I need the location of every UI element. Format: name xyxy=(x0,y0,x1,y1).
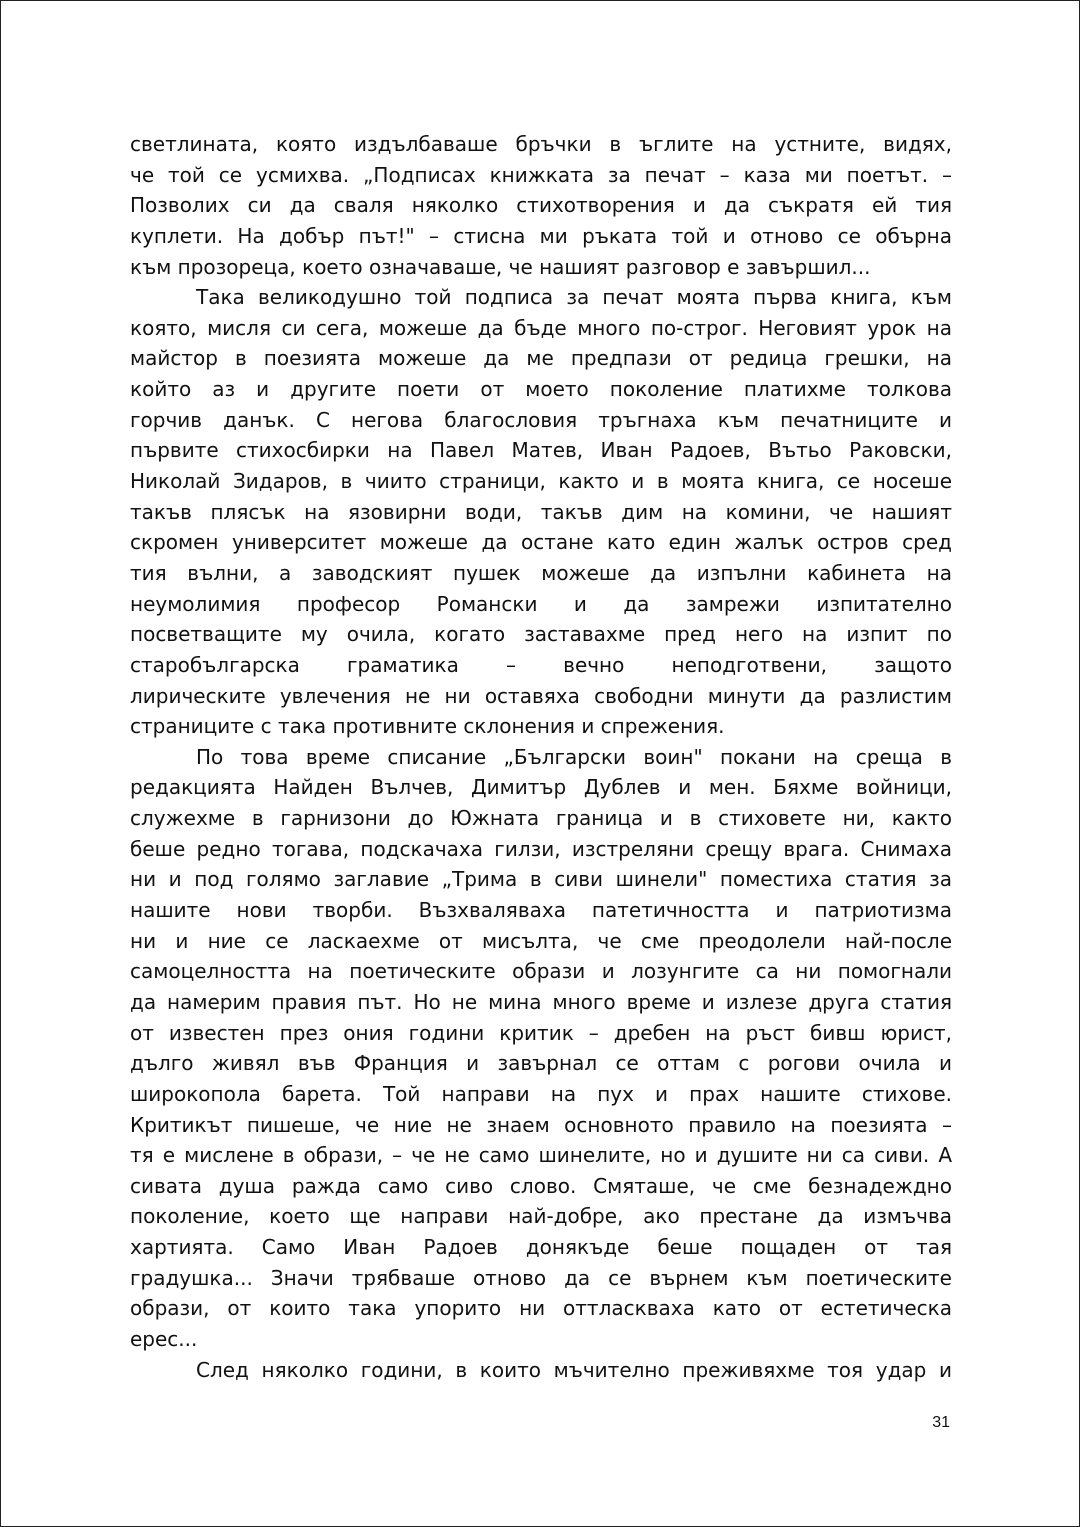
text-line: Позволих си да сваля няколко стихотворения и да съкратя ей тия xyxy=(130,193,952,218)
text-line: Критикът пишеше, че ние не знаем основното правило на поезията – xyxy=(130,1112,952,1137)
text-line: неумолимия професор Романски и да замрежи изпитателно xyxy=(130,591,952,616)
text-line: лирическите увлечения не ни оставяха свободни минути да разлистим xyxy=(130,683,952,708)
text-line: хартията. Само Иван Радоев донякъде беше пощаден от тая xyxy=(130,1235,952,1260)
text-line: самоцелността на поетическите образи и лозунгите са ни помогнали xyxy=(130,959,952,984)
text-line: която, мисля си сега, можеше да бъде много по-строг. Неговият урок на xyxy=(130,315,952,340)
text-line: който аз и другите поети от моето поколение платихме толкова xyxy=(130,377,952,402)
text-line: ни и ние се ласкаехме от мисълта, че сме преодолели най-после xyxy=(130,928,952,953)
text-line: старобългарска граматика – вечно неподготвени, защото xyxy=(130,652,952,677)
text-line: ни и под голямо заглавие „Трима в сиви шинели" поместиха статия за xyxy=(130,867,952,892)
text-line: майстор в поезията можеше да ме предпази от редица грешки, на xyxy=(130,346,952,371)
text-line: поколение, което ще направи най-добре, ако престане да измъчва xyxy=(130,1204,952,1229)
body-text xyxy=(130,129,952,1385)
text-line: тя е мислене в образи, – че не само шинелите, но и душите ни са сиви. А xyxy=(130,1143,952,1168)
text-line: че той се усмихва. „Подписах книжката за печат – каза ми поетът. – xyxy=(130,162,952,187)
text-line: Николай Зидаров, в чиито страници, както и в моята книга, се носеше xyxy=(130,469,952,494)
text-line: Така великодушно той подписа за печат моята първа книга, към xyxy=(196,285,952,310)
text-line: градушка... Значи трябваше отново да се върнем към поетическите xyxy=(130,1265,952,1290)
text-line: образи, от които така упорито ни оттласкваха като от естетическа xyxy=(130,1296,952,1321)
text-line: ерес... xyxy=(130,1326,198,1351)
text-line: широкопола барета. Той направи на пух и прах нашите стихове. xyxy=(130,1081,952,1106)
text-line: служехме в гарнизони до Южната граница и в стиховете ни, както xyxy=(130,806,952,831)
text-line: куплети. На добър път!" – стисна ми ръката той и отново се обърна xyxy=(130,223,952,248)
text-line: скромен университет можеше да остане като един жалък остров сред xyxy=(130,530,952,555)
text-line: посветващите му очила, когато заставахме пред него на изпит по xyxy=(130,622,952,647)
text-line: от известен през ония години критик – дребен на ръст бивш юрист, xyxy=(130,1020,952,1045)
text-line: към прозореца, което означаваше, че нашият разговор е завършил... xyxy=(130,254,871,279)
text-line: страниците с така противните склонения и спрежения. xyxy=(130,714,725,739)
text-line: светлината, която издълбаваше бръчки в ъглите на устните, видях, xyxy=(130,132,952,156)
text-line: първите стихосбирки на Павел Матев, Иван Радоев, Вътьо Раковски, xyxy=(130,438,952,463)
text-line: По това време списание „Български воин" покани на среща в xyxy=(196,744,952,769)
text-line: тия вълни, а заводският пушек можеше да изпълни кабинета на xyxy=(130,560,952,585)
text-line: сивата душа ражда само сиво слово. Смяташе, че сме безнадеждно xyxy=(130,1173,952,1198)
text-line: беше редно тогава, подскачаха гилзи, изстреляни срещу врага. Снимаха xyxy=(130,836,952,861)
text-line: нашите нови творби. Възхваляваха патетичността и патриотизма xyxy=(130,898,952,923)
text-line: дълго живял във Франция и завърнал се оттам с рогови очила и xyxy=(130,1051,952,1076)
text-line: да намерим правия път. Но не мина много време и излезе друга статия xyxy=(130,989,952,1014)
page-number: 31 xyxy=(932,1414,950,1431)
text-line: такъв плясък на язовирни води, такъв дим на комини, че нашият xyxy=(130,499,952,524)
text-line: редакцията Найден Вълчев, Димитър Дублев и мен. Бяхме войници, xyxy=(130,775,952,800)
text-line: горчив данък. С негова благословия тръгнаха към печатниците и xyxy=(130,407,952,432)
text-line: След няколко години, в които мъчително преживяхме тоя удар и xyxy=(196,1357,952,1382)
